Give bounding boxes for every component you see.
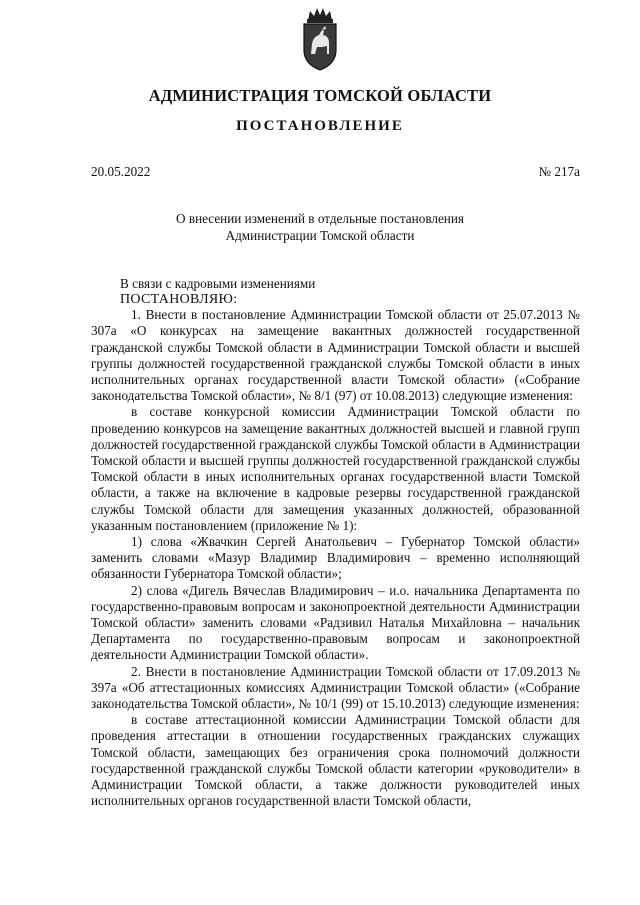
coat-of-arms-icon [298,6,342,72]
decree-word: ПОСТАНОВЛЯЮ: [120,292,238,308]
subject-line-1: О внесении изменений в отдельные постановления [176,211,464,226]
preamble: В связи с кадровыми изменениями [120,276,316,291]
paragraph-item-2-intro: в составе аттестационной комиссии Администрации Томской области для проведения аттестации в отношении государственных гражданских служащих Томской области, замещающих без ограничения срока полномочий должности государственной гражданской службы Томской области категории «руководители» в Администрации Томской области, а также должности руководителей иных исполнительных органов государственной власти Томской области, [91,712,580,809]
paragraph-item-2: 2. Внести в постановление Администрации Томской области от 17.09.2013 № 397а «Об аттестационных комиссиях Администрации Томской области» («Собрание законодательства Томской области», № 10/1 (99) от 15.10.2013) следующие изменения: [91,663,580,712]
paragraph-item-1: 1. Внести в постановление Администрации Томской области от 25.07.2013 № 307а «О конкурсах на замещение вакантных должностей государственной гражданской службы Томской области в Администрации Томской области и высшей группы должностей государственной гражданской службы Томской области в иных исполнительных органах государственной власти Томской области» («Собрание законодательства Томской области», № 8/1 (97) от 10.08.2013) следующие изменения: [91,307,580,404]
paragraph-item-1-sub-1: 1) слова «Жвачкин Сергей Анатольевич – Губернатор Томской области» заменить словами «Мазур Владимир Владимирович – временно исполняющий обязанности Губернатора Томской области»; [91,534,580,582]
organization-title: АДМИНИСТРАЦИЯ ТОМСКОЙ ОБЛАСТИ [148,86,492,105]
document-type-title: ПОСТАНОВЛЕНИЕ [236,118,404,134]
document-body [91,276,580,810]
paragraph-item-1-sub-2: 2) слова «Дигель Вячеслав Владимирович – и.о. начальника Департамента по государственно-правовым вопросам и законопроектной деятельности Администрации Томской области» заменить словами «Радзивил Наталья Михайловна – начальник Департамента по государственно-правовым вопросам и законопроектной деятельности Администрации Томской области». [91,582,580,663]
document-number: № 217а [538,164,580,179]
document-date: 20.05.2022 [91,164,151,179]
subject-line-2: Администрации Томской области [225,228,415,243]
paragraph-item-1-intro: в составе конкурсной комиссии Администрации Томской области по проведению конкурсов на замещение вакантных должностей высшей и главной групп должностей государственной гражданской службы Томской области в Администрации Томской области и высшей группы должностей государственной гражданской службы Томской области в иных исполнительных органах государственной власти Томской области, а также на включение в кадровые резервы государственной гражданской службы Томской области для замещения указанных должностей, образованной указанным постановлением (приложение № 1): [91,404,580,533]
document-subject [0,210,640,244]
